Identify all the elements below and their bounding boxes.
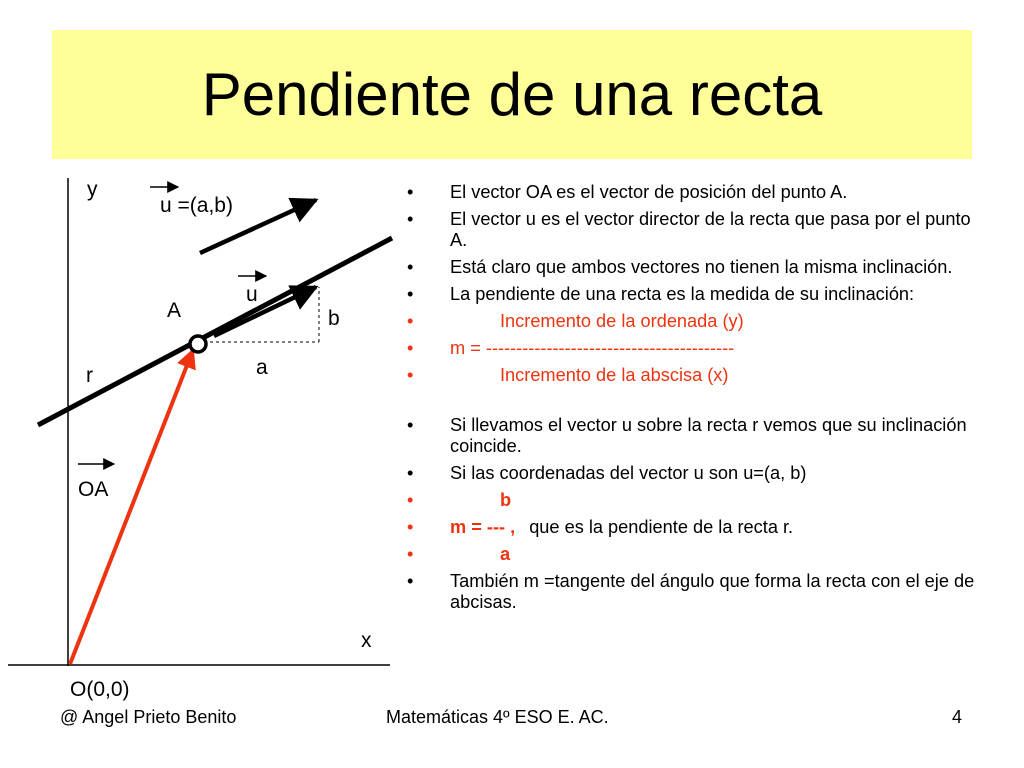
list-item: • m = ----------------------------------------- — [407, 338, 735, 358]
list-item: • Está claro que ambos vectores no tienen la misma inclinación. — [407, 257, 953, 277]
label-oa: OA — [78, 478, 109, 501]
label-a-point: A — [167, 299, 182, 322]
footer-page-number: 4 — [952, 707, 963, 727]
footer-course: Matemáticas 4º ESO E. AC. — [386, 707, 609, 727]
point-a — [190, 336, 206, 352]
list-item: • Incremento de la abscisa (x) — [407, 365, 729, 385]
list-item: • La pendiente de una recta es la medida de su inclinación: — [407, 284, 915, 304]
label-u: u — [246, 283, 258, 306]
list-item: • m = --- , que es la pendiente de la recta r. — [407, 517, 794, 537]
label-b: b — [328, 307, 340, 330]
list-item: • El vector OA es el vector de posición del punto A. — [407, 182, 848, 202]
list-item: • Incremento de la ordenada (y) — [407, 311, 744, 331]
label-y: y — [87, 178, 98, 201]
label-origin: O(0,0) — [70, 678, 130, 701]
label-a: a — [256, 356, 268, 379]
label-r: r — [86, 364, 93, 387]
label-u-eq: u =(a,b) — [160, 194, 233, 217]
list-item: • Si llevamos el vector u sobre la recta r vemos que su inclinación coincide. — [407, 415, 967, 456]
list-item: • b — [407, 490, 512, 510]
list-spacer — [404, 392, 984, 415]
label-x: x — [361, 629, 372, 652]
line-r — [38, 238, 392, 425]
page-title: Pendiente de una recta — [201, 60, 823, 128]
list-item: • a — [407, 544, 511, 564]
vector-u-on-line — [214, 287, 316, 336]
bullet-list — [404, 182, 984, 619]
list-item: • Si las coordenadas del vector u son u=(a, b) — [407, 463, 807, 483]
list-item: • También m =tangente del ángulo que forma la recta con el eje de abcisas. — [407, 571, 975, 612]
footer-author: @ Angel Prieto Benito — [60, 707, 237, 727]
list-item: • El vector u es el vector director de la recta que pasa por el punto A. — [407, 209, 971, 250]
